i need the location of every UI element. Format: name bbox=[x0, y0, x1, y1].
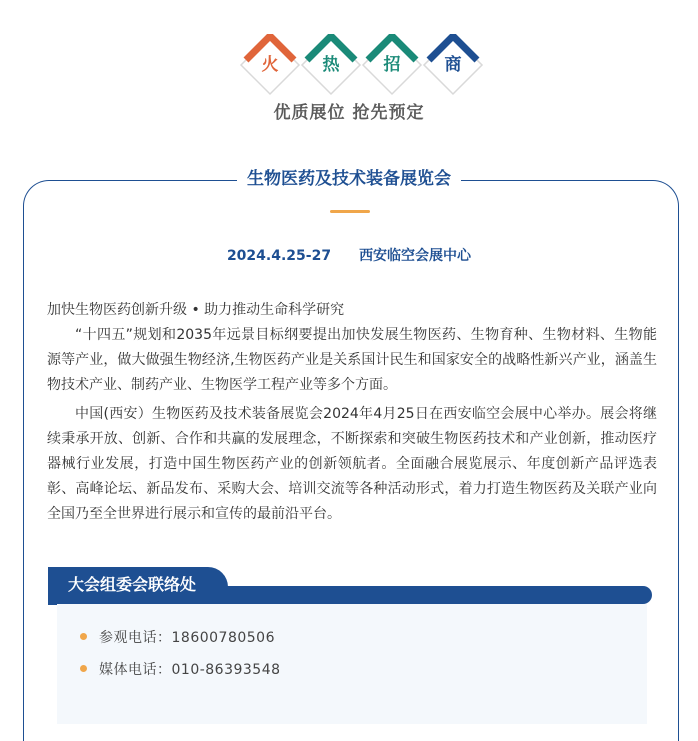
badge-huo bbox=[239, 34, 301, 96]
badge-char: 招 bbox=[383, 55, 401, 75]
contact-phone[interactable]: 010-86393548 bbox=[171, 662, 281, 678]
contact-label: 媒体电话： bbox=[99, 662, 172, 678]
tagline: 优质展位 抢先预定 bbox=[273, 103, 425, 123]
badge-char: 商 bbox=[444, 55, 462, 75]
event-title bbox=[0, 168, 698, 190]
event-title-text: 生物医药及技术装备展览会 bbox=[237, 169, 461, 189]
badge-char: 火 bbox=[261, 55, 279, 75]
promo-badges bbox=[0, 34, 698, 98]
title-divider bbox=[330, 210, 370, 213]
contact-item-visit bbox=[80, 628, 275, 648]
contact-item-media bbox=[80, 660, 281, 680]
badge-zhao bbox=[361, 34, 423, 96]
bullet-dot-icon bbox=[80, 633, 87, 640]
event-date: 2024.4.25-27 bbox=[226, 248, 332, 264]
event-paragraph: “十四五”规划和2035年远景目标纲要提出加快发展生物医药、生物育种、生物材料、生物能源等产业，做大做强生物经济,生物医药产业是关系国计民生和国家安全的战略性新兴产业，涵盖生物技术产业、制药产业、生物医学工程产业等多个方面。 bbox=[47, 327, 657, 393]
contact-section-title: 大会组委会联络处 bbox=[68, 575, 197, 594]
badge-re bbox=[300, 34, 362, 96]
bullet-dot-icon bbox=[80, 665, 87, 672]
badge-char: 热 bbox=[322, 55, 340, 75]
event-venue: 西安临空会展中心 bbox=[359, 248, 472, 264]
badge-shang bbox=[422, 34, 484, 96]
contact-label: 参观电话： bbox=[99, 630, 172, 646]
event-paragraph: 中国(西安）生物医药及技术装备展览会2024年4月25日在西安临空会展中心举办。展会将继续秉承开放、创新、合作和共赢的发展理念，不断探索和突破生物医药技术和产业创新，推动医疗器械行业发展，打造中国生物医药产业的创新领航者。全面融合展览展示、年度创新产品评选表彰、高峰论坛、新品发布、采购大会、培训交流等各种活动形式，着力打造生物医药及关联产业向全国乃至全世界进行展示和宣传的最前沿平台。 bbox=[47, 406, 657, 522]
event-dateline bbox=[0, 246, 698, 266]
contact-phone[interactable]: 18600780506 bbox=[171, 630, 275, 646]
event-lead: 加快生物医药创新升级 • 助力推动生命科学研究 bbox=[47, 302, 345, 318]
